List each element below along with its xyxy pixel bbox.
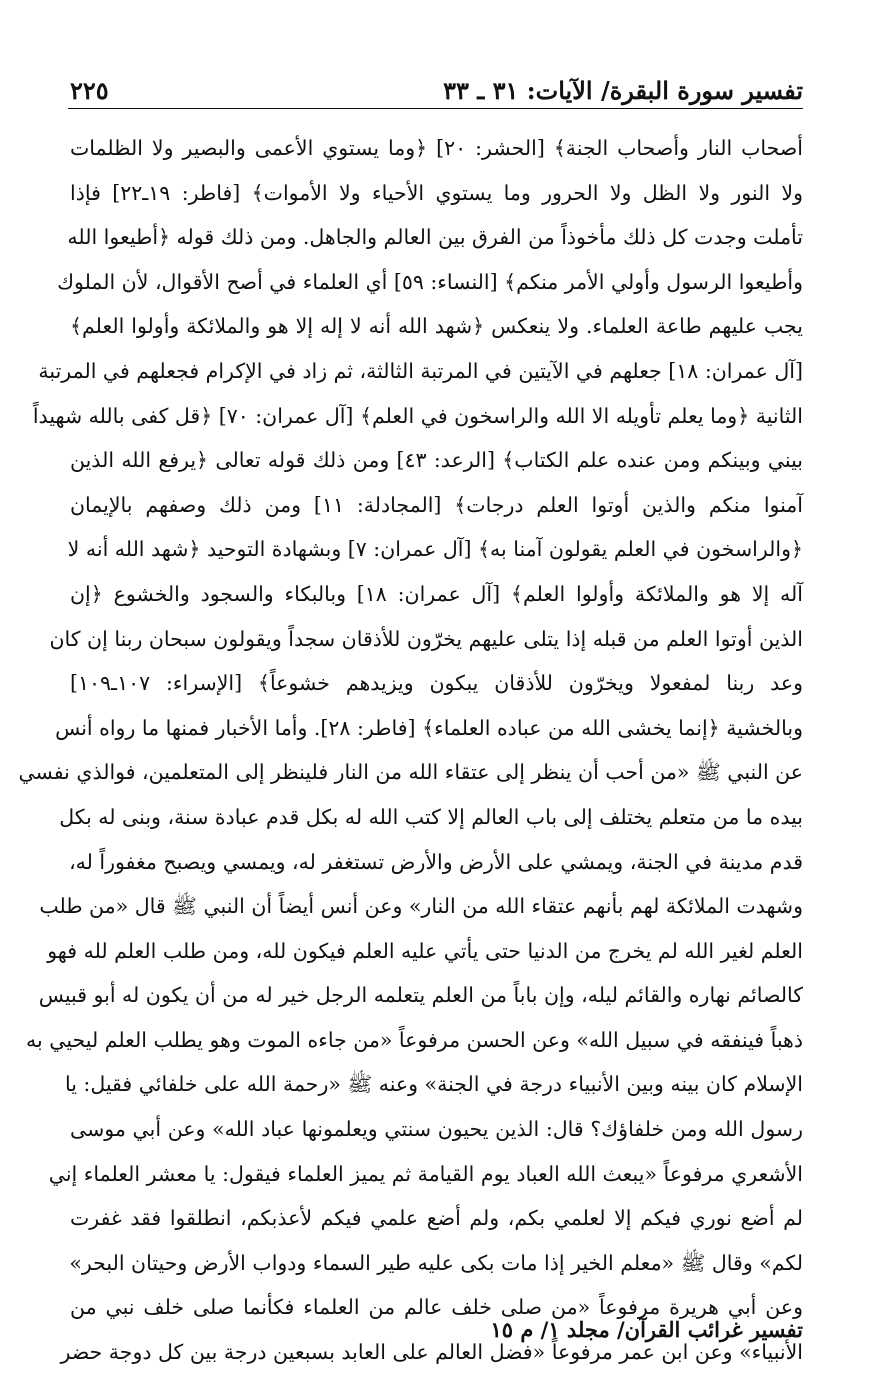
text-line-8: بيني وبينكم ومن عنده علم الكتاب﴾ [الرعد: ٤٣] ومن ذلك قوله تعالى ﴿يرفع الله الذين — [70, 448, 803, 473]
body-text — [18, 126, 804, 1375]
text-line-5: يجب عليهم طاعة العلماء. ولا ينعكس ﴿شهد الله أنه لا إله إلا هو والملائكة وأولوا العلم﴾ — [70, 314, 803, 339]
page-footer: تفسير غرائب القرآن/ مجلد ١/ م ١٥ — [490, 1317, 803, 1342]
text-line-12: الذين أوتوا العلم من قبله إذا يتلى عليهم يخرّون للأذقان سجداً ويقولون سبحان ربنا إن كان — [49, 626, 803, 651]
text-line-11: آله إلا هو والملائكة وأولوا العلم﴾ [آل عمران: ١٨] وبالبكاء والسجود والخشوع ﴿إن — [70, 581, 803, 606]
text-line-1: أصحاب النار وأصحاب الجنة﴾ [الحشر: ٢٠] ﴿وما يستوي الأعمى والبصير ولا الظلمات — [70, 136, 803, 160]
text-line-22: الإسلام كان بينه وبين الأنبياء درجة في الجنة» وعنه ﷺ «رحمة الله على خلفائي فقيل: يا — [64, 1072, 803, 1097]
page-header — [70, 66, 803, 106]
text-line-2: ولا النور ولا الظل ولا الحرور وما يستوي الأحياء ولا الأموات﴾ [فاطر: ١٩ـ٢٢] فإذا — [70, 180, 803, 205]
text-line-16: بيده ما من متعلم يختلف إلى باب العالم إلا كتب الله له بكل قدم عبادة سنة، وبنى له بكل — [59, 804, 803, 829]
text-line-3: تأملت وجدت كل ذلك مأخوذاً من الفرق بين العالم والجاهل. ومن ذلك قوله ﴿أطيعوا الله — [67, 225, 803, 250]
header-rule — [68, 108, 803, 109]
text-line-9: آمنوا منكم والذين أوتوا العلم درجات﴾ [المجادلة: ١١] ومن ذلك وصفهم بالإيمان — [70, 492, 803, 517]
text-line-19: العلم لغير الله لم يخرج من الدنيا حتى يأتي عليه العلم فيكون لله، ومن طلب العلم لله فهو — [47, 938, 803, 963]
text-line-25: لم أضع نوري فيكم إلا لعلمي بكم، ولم أضع علمي فيكم لأعذبكم، انطلقوا فقد غفرت — [70, 1206, 803, 1231]
text-line-20: كالصائم نهاره والقائم ليله، وإن باباً من العلم يتعلمه الرجل خير له من أن يكون له أبو قبيس — [38, 983, 803, 1008]
text-line-27: وعن أبي هريرة مرفوعاً «من صلى خلف عالم من العلماء فكأنما صلى خلف نبي من — [70, 1295, 803, 1320]
text-line-23: رسول الله ومن خلفاؤك؟ قال: الذين يحيون سنتي ويعلمونها عباد الله» وعن أبي موسى — [70, 1117, 803, 1142]
text-line-17: قدم مدينة في الجنة، ويمشي على الأرض والأرض تستغفر له، ويمسي ويصبح مغفوراً له، — [69, 849, 803, 874]
text-line-14: وبالخشية ﴿إنما يخشى الله من عباده العلماء﴾ [فاطر: ٢٨]. وأما الأخبار فمنها ما رواه أنس — [55, 715, 803, 740]
text-line-7: الثانية ﴿وما يعلم تأويله الا الله والراسخون في العلم﴾ [آل عمران: ٧٠] ﴿قل كفى بالله شهيداً — [32, 403, 803, 428]
text-line-18: وشهدت الملائكة لهم بأنهم عتقاء الله من النار» وعن أنس أيضاً أن النبي ﷺ قال «من طلب — [39, 894, 803, 919]
text-line-28: الأنبياء» وعن ابن عمر مرفوعاً «فضل العالم على العابد بسبعين درجة بين كل دوجة حضر — [60, 1340, 803, 1365]
text-line-15: عن النبي ﷺ «من أحب أن ينظر إلى عتقاء الله من النار فلينظر إلى المتعلمين، فوالذي نفسي — [18, 760, 803, 785]
text-line-13: وعد ربنا لمفعولا ويخرّون للأذقان يبكون ويزيدهم خشوعاً﴾ [الإسراء: ١٠٧ـ١٠٩] — [70, 671, 804, 696]
text-line-10: ﴿والراسخون في العلم يقولون آمنا به﴾ [آل عمران: ٧] وبشهادة التوحيد ﴿شهد الله أنه لا — [67, 537, 803, 562]
text-line-26: لكم» وقال ﷺ «معلم الخير إذا مات بكى عليه طير السماء ودواب الأرض وحيتان البحر» — [69, 1250, 803, 1275]
running-title: تفسير سورة البقرة/ الآيات: ٣١ ـ ٣٣ — [443, 76, 803, 106]
text-line-24: الأشعري مرفوعاً «يبعث الله العباد يوم القيامة ثم يميز العلماء فيقول: يا معشر العلماء إني — [48, 1161, 803, 1186]
text-line-4: وأطيعوا الرسول وأولي الأمر منكم﴾ [النساء: ٥٩] أي العلماء في أصح الأقوال، لأن الملوك — [57, 269, 803, 294]
page-number: ٢٢٥ — [70, 76, 109, 106]
text-line-6: [آل عمران: ١٨] جعلهم في الآيتين في المرتبة الثالثة، ثم زاد في الإكرام فجعلهم في المرتبة — [38, 358, 803, 383]
text-line-21: ذهباً فينفقه في سبيل الله» وعن الحسن مرفوعاً «من جاءه الموت وهو يطلب العلم ليحيي به — [26, 1027, 803, 1052]
